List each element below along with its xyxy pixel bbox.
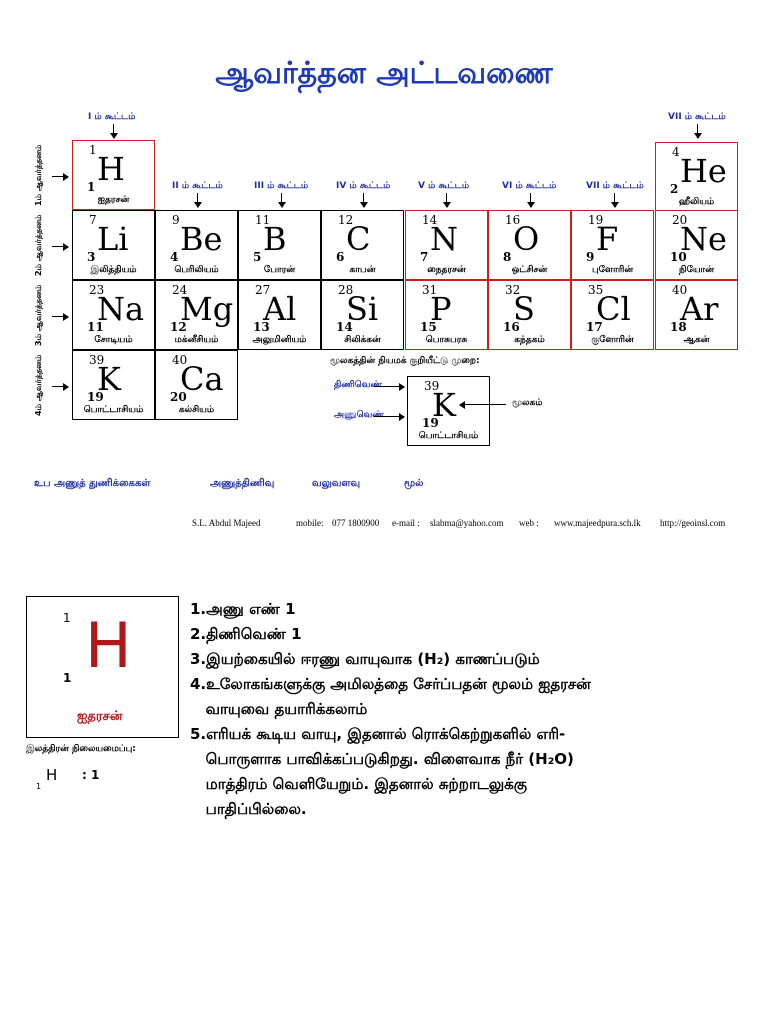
hydrogen-symbol: H bbox=[85, 609, 132, 682]
element-symbol: Be bbox=[180, 220, 223, 258]
element-symbol: Si bbox=[346, 290, 379, 328]
mass-number: 20 bbox=[672, 213, 688, 227]
group-1-arrow bbox=[113, 124, 114, 138]
element-symbol: K bbox=[432, 386, 456, 424]
mass-number: 7 bbox=[89, 213, 97, 227]
element-symbol: Ca bbox=[180, 360, 224, 398]
atomic-number: 1 bbox=[87, 180, 96, 194]
atomic-number: 20 bbox=[170, 390, 187, 404]
hydrogen-atomic-number: 1 bbox=[63, 671, 72, 685]
atomic-number: 5 bbox=[253, 250, 262, 264]
atomic-number: 15 bbox=[420, 320, 437, 334]
element-symbol: B bbox=[263, 220, 287, 258]
element-name: ஒட்சிசன் bbox=[511, 265, 548, 275]
element-name: பொட்டாசியம் bbox=[83, 405, 144, 415]
group-8-arrow bbox=[697, 124, 698, 138]
element-symbol: C bbox=[346, 220, 371, 258]
element-name: ஆகன் bbox=[683, 335, 710, 345]
mass-number: 27 bbox=[255, 283, 271, 297]
element-name: மக்னீசியம் bbox=[174, 335, 219, 345]
atomic-number: 16 bbox=[503, 320, 520, 334]
period-2-label: 2ம் ஆவர்த்தனம் bbox=[34, 214, 43, 276]
atomic-number: 7 bbox=[420, 250, 429, 264]
element-name: நியோன் bbox=[679, 265, 714, 275]
mass-number: 39 bbox=[89, 353, 105, 367]
atomic-number-arrow bbox=[374, 416, 404, 417]
element-cell-b bbox=[238, 210, 321, 280]
legend-valency: வலுவளவு bbox=[312, 478, 361, 489]
element-name: புளோரின் bbox=[591, 265, 634, 275]
hydrogen-name: ஐதரசன் bbox=[77, 709, 123, 724]
fact-line: மாத்திரம் வெளியேறும். இதனால் சுற்றாடலுக்கு bbox=[190, 775, 528, 793]
period-4-label: 4ம் ஆவர்த்தனம் bbox=[34, 354, 43, 416]
website-link-1[interactable]: www.majeedpura.sch.lk bbox=[554, 518, 641, 528]
group-2-label: II ம் கூட்டம் bbox=[172, 181, 223, 191]
fact-line: பொருளாக பாவிக்கப்படுகிறது. விளைவாக நீர் (H₂O) bbox=[190, 750, 574, 768]
element-cell-al bbox=[238, 280, 321, 350]
element-name: அலுமினியம் bbox=[252, 335, 307, 345]
element-cell-ar bbox=[655, 280, 738, 350]
group-3-arrow bbox=[281, 193, 282, 207]
atomic-number: 3 bbox=[87, 250, 96, 264]
web-label: web : bbox=[519, 518, 539, 528]
element-cell-c bbox=[321, 210, 404, 280]
element-cell-he bbox=[655, 142, 738, 212]
email-label: e-mail : bbox=[392, 518, 420, 528]
element-cell-ca bbox=[155, 350, 238, 420]
element-symbol: Cl bbox=[596, 290, 631, 328]
hydrogen-mass-number: 1 bbox=[63, 611, 71, 625]
element-cell-h bbox=[72, 140, 155, 210]
element-symbol: Li bbox=[97, 220, 129, 258]
electron-config-number: 1 bbox=[36, 782, 42, 791]
fact-line: 4.உலோகங்களுக்கு அமிலத்தை சேர்ப்பதன் மூலம் ஐதரசன் bbox=[190, 675, 591, 693]
page-title: ஆவர்த்தன அட்டவணை bbox=[215, 56, 553, 91]
element-symbol: Mg bbox=[180, 290, 234, 328]
mass-number: 14 bbox=[422, 213, 438, 227]
group-7-arrow bbox=[614, 193, 615, 207]
mass-number: 12 bbox=[338, 213, 354, 227]
atomic-number: 13 bbox=[253, 320, 270, 334]
element-name: கந்தகம் bbox=[514, 335, 545, 345]
group-2-arrow bbox=[197, 193, 198, 207]
element-cell-o bbox=[488, 210, 571, 280]
atomic-number: 6 bbox=[336, 250, 345, 264]
period-1-arrow bbox=[52, 176, 68, 177]
fact-line: 1.அணு எண் 1 bbox=[190, 600, 296, 618]
hydrogen-card bbox=[26, 596, 179, 738]
mass-number: 28 bbox=[338, 283, 354, 297]
element-cell-ne bbox=[655, 210, 738, 280]
mass-number: 23 bbox=[89, 283, 105, 297]
atomic-number: 18 bbox=[670, 320, 687, 334]
mass-number: 31 bbox=[422, 283, 438, 297]
mass-number: 40 bbox=[672, 283, 688, 297]
element-cell-p bbox=[405, 280, 488, 350]
element-symbol: Ar bbox=[680, 290, 719, 328]
fact-line: பாதிப்பில்லை. bbox=[190, 800, 307, 818]
element-name: ஐதரசன் bbox=[97, 195, 130, 205]
element-symbol-label: மூலகம் bbox=[512, 398, 543, 408]
atomic-number: 8 bbox=[503, 250, 512, 264]
atomic-number: 17 bbox=[586, 320, 603, 334]
email-address: slabma@yahoo.com bbox=[430, 518, 504, 528]
element-symbol: Ne bbox=[680, 220, 727, 258]
mass-number: 9 bbox=[172, 213, 180, 227]
element-cell-k bbox=[72, 350, 155, 420]
mass-number: 24 bbox=[172, 283, 188, 297]
atomic-number: 19 bbox=[422, 416, 439, 430]
element-symbol: O bbox=[513, 220, 540, 258]
atomic-number: 10 bbox=[670, 250, 687, 264]
mass-number-arrow bbox=[374, 386, 404, 387]
electron-config-symbol: H bbox=[46, 766, 58, 784]
element-cell-cl bbox=[571, 280, 654, 350]
group-6-arrow bbox=[530, 193, 531, 207]
element-name: பொட்டாசியம் bbox=[418, 431, 479, 441]
element-name: நைதரசன் bbox=[427, 265, 466, 275]
group-4-arrow bbox=[363, 193, 364, 207]
element-symbol: H bbox=[97, 150, 125, 188]
element-symbol: K bbox=[97, 360, 121, 398]
atomic-number-label: அணுவெண் bbox=[334, 410, 384, 420]
group-8-label: VII ம் கூட்டம் bbox=[668, 112, 726, 122]
atomic-number: 12 bbox=[170, 320, 187, 334]
element-name: கல்சியம் bbox=[178, 405, 215, 415]
atomic-number: 4 bbox=[170, 250, 179, 264]
mobile-label: mobile: bbox=[296, 518, 324, 528]
mass-number-label: திணிவெண் bbox=[334, 380, 382, 390]
element-symbol: N bbox=[430, 220, 458, 258]
element-name: சிலிக்கன் bbox=[344, 335, 381, 345]
period-4-arrow bbox=[52, 386, 68, 387]
element-cell-be bbox=[155, 210, 238, 280]
element-cell-n bbox=[405, 210, 488, 280]
notation-heading: மூலகத்தின் நியமக் குறியீட்டு முறை: bbox=[330, 356, 480, 366]
element-symbol: P bbox=[430, 290, 452, 328]
group-4-label: IV ம் கூட்டம் bbox=[336, 181, 391, 191]
period-1-label: 1ம் ஆவர்த்தனம் bbox=[34, 144, 43, 206]
legend-atomic-mass: அணுத்திணிவு bbox=[210, 478, 275, 489]
element-symbol: He bbox=[680, 152, 727, 190]
mobile-number: 077 1800900 bbox=[332, 518, 380, 528]
period-3-arrow bbox=[52, 316, 68, 317]
period-3-label: 3ம் ஆவர்த்தனம் bbox=[34, 284, 43, 346]
fact-line: 3.இயற்கையில் ஈரணு வாயுவாக (H₂) காணப்படும் bbox=[190, 650, 540, 668]
legend-mole: மூல் bbox=[404, 478, 424, 489]
notation-key-cell bbox=[407, 376, 490, 446]
electron-config-value: : 1 bbox=[82, 768, 100, 782]
fact-line: 2.திணிவெண் 1 bbox=[190, 625, 302, 643]
element-cell-f bbox=[571, 210, 654, 280]
group-5-arrow bbox=[446, 193, 447, 207]
mass-number: 35 bbox=[588, 283, 604, 297]
atomic-number: 9 bbox=[586, 250, 595, 264]
hydrogen-facts bbox=[190, 597, 750, 822]
element-cell-si bbox=[321, 280, 404, 350]
mass-number: 1 bbox=[89, 143, 97, 157]
element-name: பெரிலியம் bbox=[174, 265, 219, 275]
legend-subatomic: உப அணுத் துணிக்கைகள் bbox=[34, 478, 151, 489]
mass-number: 16 bbox=[505, 213, 521, 227]
mass-number: 4 bbox=[672, 145, 680, 159]
element-symbol: Al bbox=[263, 290, 297, 328]
element-name: இலித்தியம் bbox=[90, 265, 137, 275]
group-3-label: III ம் கூட்டம் bbox=[254, 181, 309, 191]
author-name: S.L. Abdul Majeed bbox=[192, 518, 261, 528]
atomic-number: 11 bbox=[87, 320, 104, 334]
atomic-number: 14 bbox=[336, 320, 353, 334]
element-cell-mg bbox=[155, 280, 238, 350]
mass-number: 11 bbox=[255, 213, 271, 227]
element-symbol: F bbox=[596, 220, 619, 258]
element-cell-na bbox=[72, 280, 155, 350]
group-7-label: VII ம் கூட்டம் bbox=[586, 181, 644, 191]
element-symbol-arrow bbox=[460, 404, 506, 405]
element-name: சோடியம் bbox=[94, 335, 133, 345]
atomic-number: 2 bbox=[670, 182, 679, 196]
element-cell-li bbox=[72, 210, 155, 280]
element-name: ஹீலியம் bbox=[678, 197, 715, 207]
element-symbol: S bbox=[513, 290, 535, 328]
element-name: குளோரின் bbox=[591, 335, 634, 345]
fact-line: 5.எரியக் கூடிய வாயு, இதனால் ரொக்கெற்றுகளில் எரி- bbox=[190, 725, 566, 743]
element-name: போரன் bbox=[263, 265, 296, 275]
group-6-label: VI ம் கூட்டம் bbox=[502, 181, 557, 191]
element-name: காபன் bbox=[349, 265, 376, 275]
element-name: பொசுபரசு bbox=[425, 335, 468, 345]
website-link-2[interactable]: http://geoinsl.com bbox=[660, 518, 726, 528]
mass-number: 19 bbox=[588, 213, 604, 227]
atomic-number: 19 bbox=[87, 390, 104, 404]
electron-config-label: இலத்திரன் நிலையமைப்பு: bbox=[26, 744, 136, 754]
element-symbol: Na bbox=[97, 290, 145, 328]
element-cell-s bbox=[488, 280, 571, 350]
mass-number: 32 bbox=[505, 283, 521, 297]
mass-number: 39 bbox=[424, 379, 440, 393]
period-2-arrow bbox=[52, 246, 68, 247]
group-5-label: V ம் கூட்டம் bbox=[418, 181, 470, 191]
fact-line: வாயுவை தயாரிக்கலாம் bbox=[190, 700, 368, 718]
mass-number: 40 bbox=[172, 353, 188, 367]
group-1-label: I ம் கூட்டம் bbox=[88, 112, 136, 122]
